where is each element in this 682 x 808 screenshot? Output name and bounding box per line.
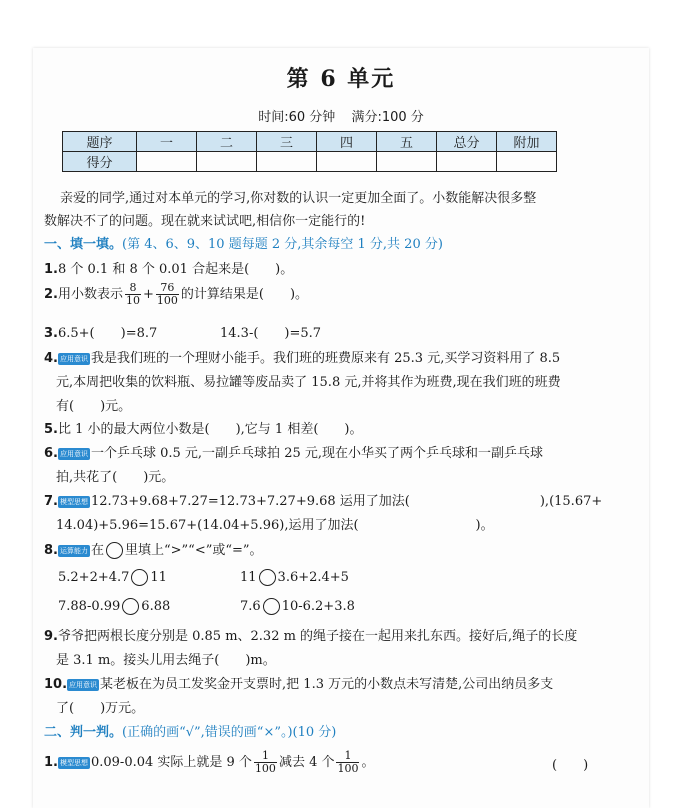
plus-sign: +	[143, 287, 154, 302]
score-input-cell[interactable]	[437, 152, 497, 172]
question-text: 用小数表示	[57, 287, 123, 302]
score-table-header-row	[63, 132, 557, 152]
score-cell: 一	[137, 132, 197, 152]
question-4-line-2: 元,本周把收集的饮料瓶、易拉罐等废品卖了 15.8 元,并将其作为班费,现在我们班的班费	[56, 375, 561, 390]
question-1	[44, 258, 293, 277]
skill-tag: 应用意识	[59, 449, 88, 458]
answer-circle[interactable]	[122, 598, 139, 615]
score-cell: 二	[197, 132, 257, 152]
score-input-cell[interactable]	[257, 152, 317, 172]
compare-right: 3.6+2.4+5	[277, 570, 349, 585]
circle-icon	[106, 542, 123, 559]
question-number: 9.	[44, 629, 58, 644]
question-8	[44, 539, 263, 559]
compare-left: 7.88-0.99	[58, 599, 121, 614]
numerator: 1	[336, 750, 359, 763]
section-2-note: (正确的画“√”,错误的画“×”。)(10 分)	[122, 725, 337, 740]
question-text: 某老板在为员工发奖金开支票时,把 1.3 万元的小数点未写清楚,公司出纳员多支	[100, 677, 554, 692]
question-number: 2.	[44, 287, 58, 302]
skill-tag: 运算能力	[59, 546, 88, 555]
compare-item	[240, 569, 349, 586]
question-text: 。	[361, 755, 375, 770]
fraction	[336, 750, 359, 775]
score-input-cell[interactable]	[197, 152, 257, 172]
compare-right: 6.88	[141, 599, 171, 614]
score-cell: 四	[317, 132, 377, 152]
full-score: 满分:100 分	[351, 110, 424, 125]
question-2	[44, 282, 308, 307]
question-9	[44, 625, 577, 644]
score-input-cell[interactable]	[497, 152, 557, 172]
question-4-line-3: 有( )元。	[56, 399, 132, 414]
question-number: 1.	[44, 755, 58, 770]
score-cell: 三	[257, 132, 317, 152]
compare-item	[58, 598, 170, 615]
question-text: 一个乒乓球 0.5 元,一副乒乓球拍 25 元,现在小华买了两个乒乓球和一副乒乓球	[90, 446, 543, 461]
answer-circle[interactable]	[259, 569, 276, 586]
score-input-cell[interactable]	[317, 152, 377, 172]
skill-tag: 应用意识	[59, 354, 88, 363]
denominator: 100	[254, 762, 276, 775]
answer-circle[interactable]	[131, 569, 148, 586]
intro-line-2: 数解决不了的问题。现在就来试试吧,相信你一定能行的!	[44, 214, 366, 229]
compare-right: 10-6.2+3.8	[281, 599, 355, 614]
answer-circle[interactable]	[263, 598, 280, 615]
numerator: 1	[254, 750, 277, 763]
skill-tag: 模型思想	[59, 497, 88, 506]
question-number: 5.	[44, 422, 58, 437]
compare-right: 11	[150, 570, 167, 585]
score-input-cell[interactable]	[137, 152, 197, 172]
section-1-title: 一、填一填。	[44, 237, 123, 252]
skill-tag: 模型思想	[59, 758, 88, 767]
judge-answer-paren[interactable]: ( )	[552, 758, 589, 773]
score-cell: 五	[377, 132, 437, 152]
compare-item	[240, 598, 355, 615]
denominator: 100	[337, 762, 359, 775]
equation-a: 6.5+( )=8.7	[57, 326, 158, 341]
time-limit: 时间:60 分钟	[258, 110, 336, 125]
equation-b: 14.3-( )=5.7	[220, 326, 322, 341]
score-input-cell[interactable]	[377, 152, 437, 172]
numerator: 76	[156, 282, 179, 295]
score-label-cell: 得分	[63, 152, 137, 172]
question-6	[44, 442, 543, 461]
question-number: 3.	[44, 326, 58, 341]
section-1-heading	[44, 233, 443, 252]
question-number: 6.	[44, 446, 58, 461]
score-table	[62, 131, 557, 172]
question-number: 1.	[44, 262, 58, 277]
question-text: 在	[90, 543, 104, 558]
question-number: 10.	[44, 677, 68, 692]
score-cell: 附加	[497, 132, 557, 152]
compare-left: 7.6	[240, 599, 261, 614]
fraction	[254, 750, 277, 775]
judge-1	[44, 750, 375, 775]
intro-line-1: 亲爱的同学,通过对本单元的学习,你对数的认识一定更加全面了。小数能解决很多整	[60, 191, 537, 206]
section-2-heading	[44, 721, 336, 740]
section-2-title: 二、判一判。	[44, 725, 123, 740]
compare-left: 5.2+2+4.7	[58, 570, 130, 585]
question-text: 12.73+9.68+7.27=12.73+7.27+9.68 运用了加法( ),(15.67+	[90, 494, 603, 509]
question-6-line-2: 拍,共花了( )元。	[56, 470, 175, 485]
score-cell: 题序	[63, 132, 137, 152]
question-number: 7.	[44, 494, 58, 509]
question-text: 0.09-0.04 实际上就是 9 个	[90, 755, 252, 770]
compare-left: 11	[240, 570, 257, 585]
denominator: 10	[126, 294, 140, 307]
skill-tag: 应用意识	[69, 680, 98, 689]
question-text: 减去 4 个	[278, 755, 335, 770]
section-1-note: (第 4、6、9、10 题每题 2 分,其余每空 1 分,共 20 分)	[122, 237, 443, 252]
question-text: 里填上“>”“<”或“=”。	[125, 543, 263, 558]
question-7	[44, 490, 602, 509]
fraction	[156, 282, 179, 307]
numerator: 8	[125, 282, 141, 295]
question-10-line-2: 了( )万元。	[56, 701, 145, 716]
question-9-line-2: 是 3.1 m。接头儿用去绳子( )m。	[56, 653, 276, 668]
question-text: 爷爷把两根长度分别是 0.85 m、2.32 m 的绳子接在一起用来扎东西。接好后,绳子的长度	[57, 629, 578, 644]
question-7-line-2: 14.04)+5.96=15.67+(14.04+5.96),运用了加法( )。	[56, 518, 494, 533]
score-cell: 总分	[437, 132, 497, 152]
question-10	[44, 673, 553, 692]
question-3	[44, 322, 157, 341]
compare-item	[58, 569, 167, 586]
question-number: 4.	[44, 351, 58, 366]
question-text: 的计算结果是( )。	[180, 287, 309, 302]
fraction	[125, 282, 141, 307]
question-number: 8.	[44, 543, 58, 558]
exam-meta	[0, 106, 682, 125]
score-table-score-row	[63, 152, 557, 172]
question-text: 我是我们班的一个理财小能手。我们班的班费原来有 25.3 元,买学习资料用了 8.5	[90, 351, 561, 366]
denominator: 100	[156, 294, 178, 307]
question-5	[44, 418, 362, 437]
question-text: 比 1 小的最大两位小数是( ),它与 1 相差( )。	[57, 422, 363, 437]
question-text: 8 个 0.1 和 8 个 0.01 合起来是( )。	[57, 262, 294, 277]
question-4	[44, 347, 560, 366]
page-title: 第 6 单元	[286, 66, 396, 92]
